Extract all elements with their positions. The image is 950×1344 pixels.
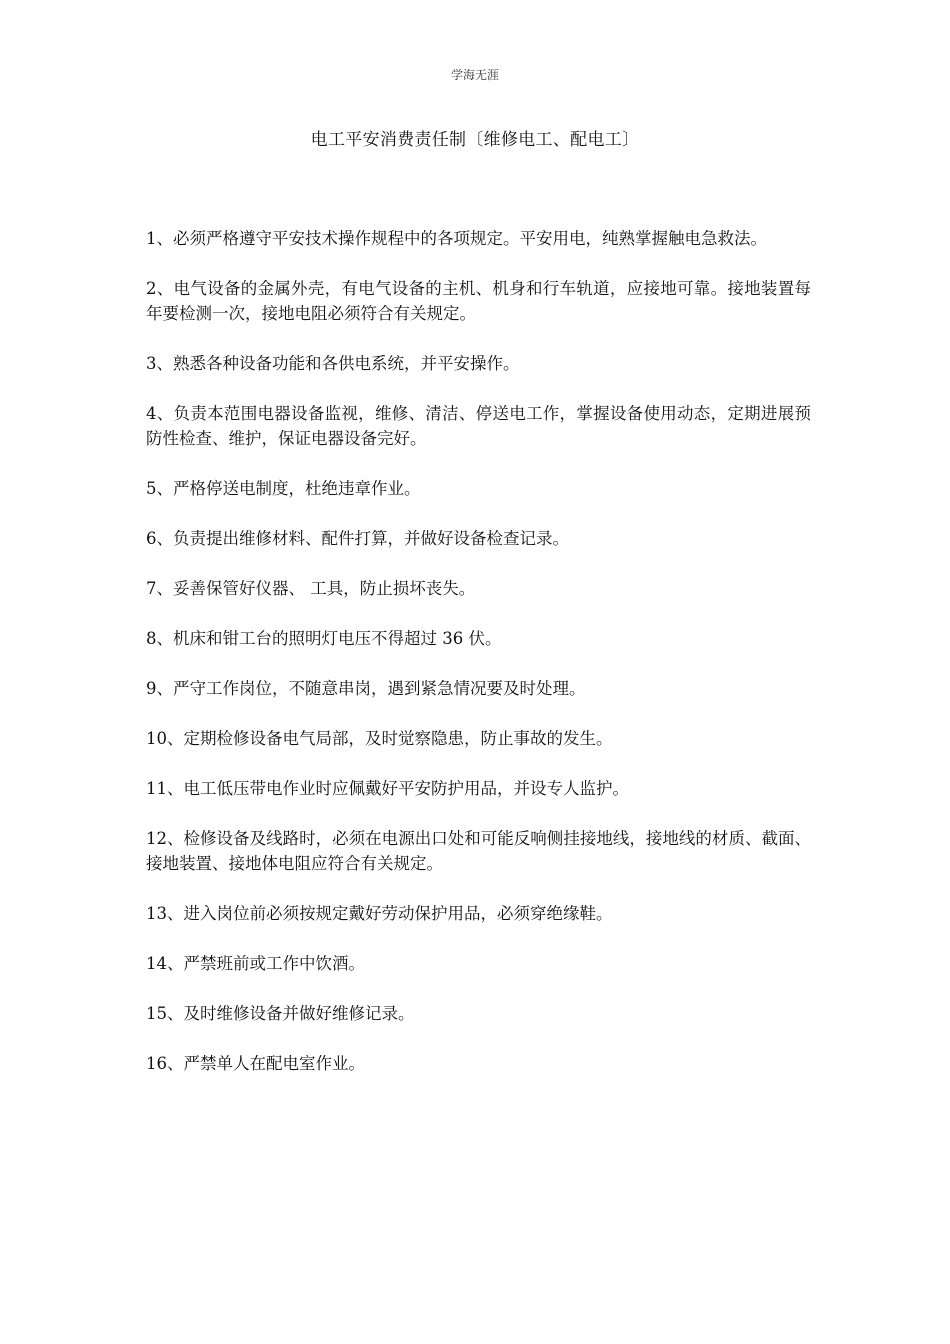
rule-item-15: 15、及时维修设备并做好维修记录。 xyxy=(146,1004,415,1023)
rule-item-2: 2、电气设备的金属外壳，有电气设备的主机、机身和行车轨道，应接地可靠。接地装置每年要检测一次，接地电阻必须符合有关规定。 xyxy=(146,279,811,323)
document-title: 电工平安消费责任制〔维修电工、配电工〕 xyxy=(310,130,640,150)
rule-item-12: 12、检修设备及线路时，必须在电源出口处和可能反响侧挂接地线，接地线的材质、截面、接地装置、接地体电阻应符合有关规定。 xyxy=(146,829,811,873)
rule-item-10: 10、定期检修设备电气局部，及时觉察隐患，防止事故的发生。 xyxy=(146,729,613,748)
rule-item-7: 7、妥善保管好仪器、 工具，防止损坏丧失。 xyxy=(146,579,476,598)
rule-item-1: 1、必须严格遵守平安技术操作规程中的各项规定。平安用电，纯熟掌握触电急救法。 xyxy=(146,229,767,248)
rules-list xyxy=(146,226,811,1101)
rule-item-8: 8、机床和钳工台的照明灯电压不得超过 36 伏。 xyxy=(146,629,502,648)
header-note: 学海无涯 xyxy=(450,68,499,82)
rule-item-13: 13、进入岗位前必须按规定戴好劳动保护用品，必须穿绝缘鞋。 xyxy=(146,904,613,923)
rule-item-9: 9、严守工作岗位，不随意串岗，遇到紧急情况要及时处理。 xyxy=(146,679,586,698)
rule-item-3: 3、熟悉各种设备功能和各供电系统，并平安操作。 xyxy=(146,354,520,373)
rule-item-4: 4、负责本范围电器设备监视，维修、清洁、停送电工作，掌握设备使用动态，定期进展预防性检查、维护，保证电器设备完好。 xyxy=(146,404,811,448)
rule-item-11: 11、电工低压带电作业时应佩戴好平安防护用品，并设专人监护。 xyxy=(146,779,629,798)
rule-item-16: 16、严禁单人在配电室作业。 xyxy=(146,1054,365,1073)
rule-item-6: 6、负责提出维修材料、配件打算，并做好设备检查记录。 xyxy=(146,529,569,548)
rule-item-5: 5、严格停送电制度，杜绝违章作业。 xyxy=(146,479,421,498)
rule-item-14: 14、严禁班前或工作中饮酒。 xyxy=(146,954,365,973)
